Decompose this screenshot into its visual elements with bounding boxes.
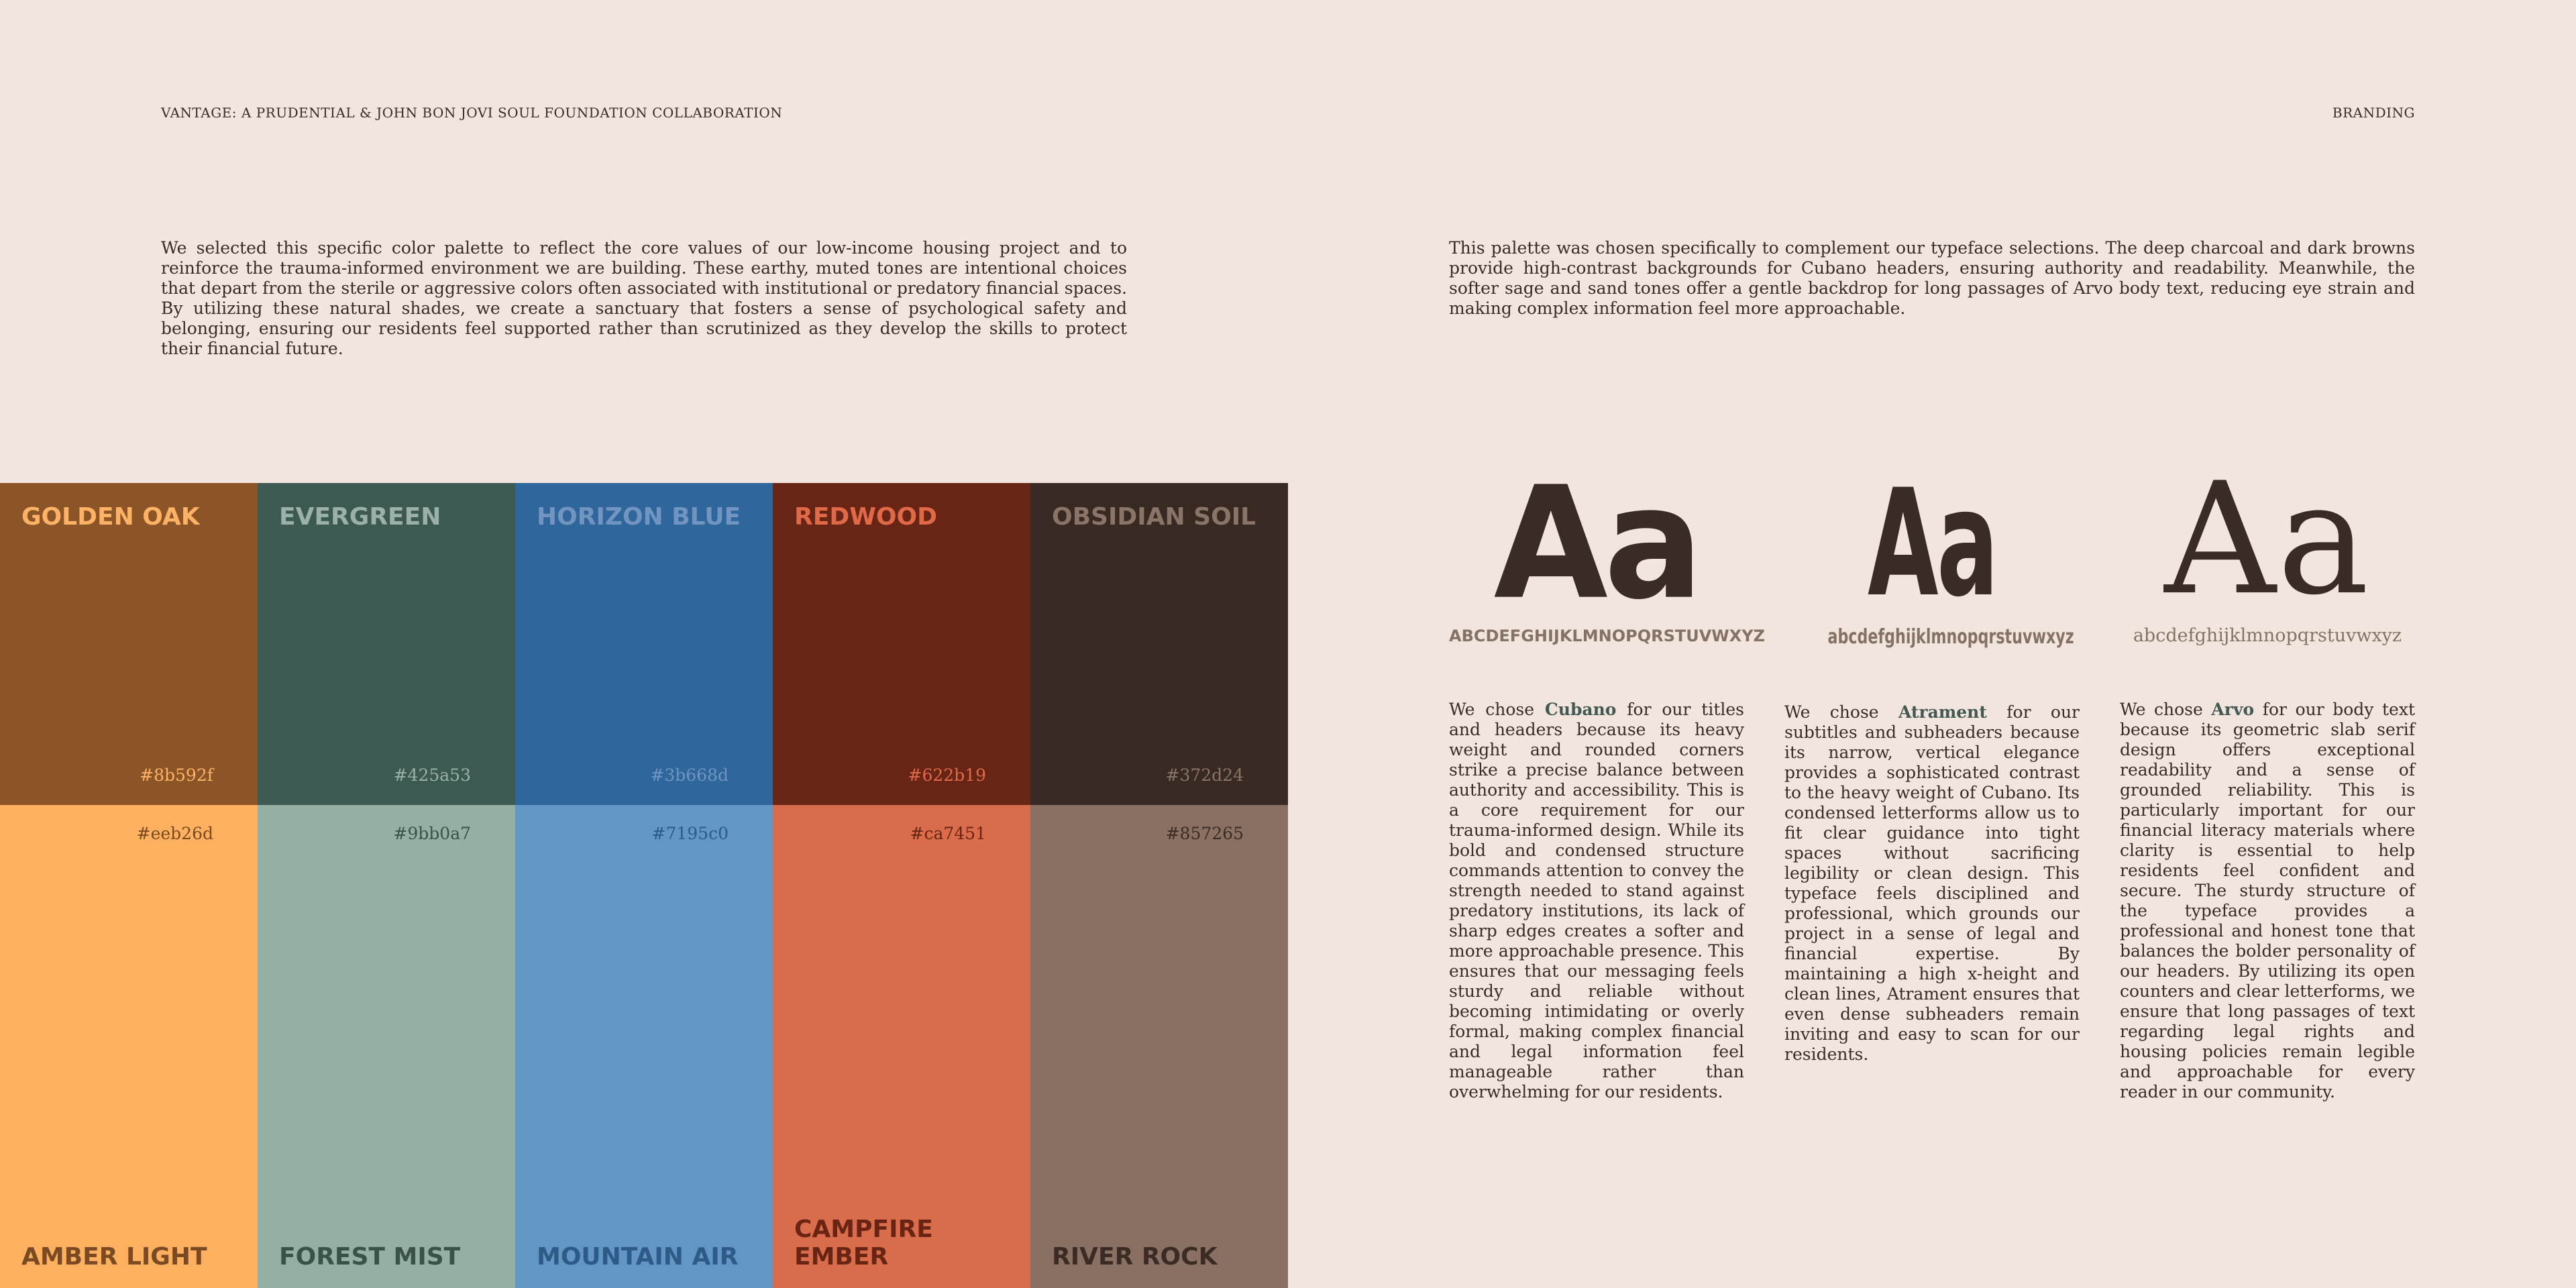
description-body: for our titles and headers because its heavy weight and rounded corners strike a precise balance between authority and accessibility. This is a core requirement for our trauma-informed design. While its bold and condensed structure commands attention to convey the strength needed to stand against predatory institutions, its lack of sharp edges creates a softer and more approachable presence. This ensures that our messaging feels sturdy and reliable without becoming intimidating or overly formal, making complex financial and legal information feel manageable rather than overwhelming for our residents.: [1449, 700, 1744, 1102]
color-name: CAMPFIRE EMBER: [794, 1216, 933, 1271]
color-name: MOUNTAIN AIR: [537, 1243, 739, 1271]
color-palette: [0, 483, 1288, 1288]
typeface-specimen: [2120, 450, 2415, 629]
color-swatch-campfire-ember: [773, 805, 1030, 1288]
typeface-alphabet: [2120, 625, 2415, 646]
color-name: FOREST MIST: [279, 1243, 461, 1271]
typeface-name: Atrament: [1898, 702, 1987, 722]
description-body: for our body text because its geometric slab serif design offers exceptional readability and a sense of grounded reliability. This is particularly important for our financial literacy materials where clarity is essential to help residents feel confident and secure. The sturdy structure of the typeface provides a professional and honest tone that balances the bolder personality of our headers. By utilizing its open counters and clear letterforms, we ensure that long passages of text regarding legal rights and housing policies remain legible and approachable for every reader in our community.: [2120, 700, 2415, 1102]
typeface-alphabet: [1784, 625, 2080, 649]
palette-column: [773, 483, 1030, 1288]
palette-column: [1030, 483, 1288, 1288]
palette-intro-text: We selected this specific color palette to reflect the core values of our low-income housing project and to reinforce the trauma-informed environment we are building. These earthy, muted tones are intentional choices that depart from the sterile or aggressive colors often associated with institutional or predatory financial spaces. By utilizing these natural shades, we create a sanctuary that fosters a sense of psychological safety and belonging, ensuring our residents feel supported rather than scrutinized as they develop the skills to protect their financial future.: [161, 238, 1127, 358]
color-swatch-forest-mist: [258, 805, 515, 1288]
palette-column: [258, 483, 515, 1288]
color-swatch-amber-light: [0, 805, 258, 1288]
color-swatch-obsidian-soil: [1030, 483, 1288, 805]
typeface-description: [2120, 700, 2415, 1102]
alphabet-text: ABCDEFGHIJKLMNOPQRSTUVWXYZ: [1449, 627, 1766, 645]
typeface-name: Arvo: [2211, 700, 2255, 719]
color-swatch-redwood: [773, 483, 1030, 805]
color-hex: #8b592f: [140, 765, 213, 785]
description-lead: We chose: [1784, 702, 1898, 722]
typeface-name: Cubano: [1544, 700, 1617, 719]
color-name: REDWOOD: [794, 503, 937, 531]
color-swatch-river-rock: [1030, 805, 1288, 1288]
typeface-intro-text: This palette was chosen specifically to complement our typeface selections. The deep charcoal and dark browns provide high-contrast backgrounds for Cubano headers, ensuring authority and readability. Meanwhile, the softer sage and sand tones offer a gentle backdrop for long passages of Arvo body text, reducing eye strain and making complex information feel more approachable.: [1449, 238, 2415, 318]
typeface-description: [1784, 702, 2080, 1065]
color-name: EVERGREEN: [279, 503, 441, 531]
specimen-glyphs: Aa: [1493, 453, 1700, 634]
color-hex: #3b668d: [650, 765, 729, 785]
description-lead: We chose: [1449, 700, 1545, 719]
color-swatch-golden-oak: [0, 483, 258, 805]
color-name: OBSIDIAN SOIL: [1052, 503, 1256, 531]
color-hex: #372d24: [1165, 765, 1244, 785]
document-header-title: VANTAGE: A PRUDENTIAL & JOHN BON JOVI SOUL FOUNDATION COLLABORATION: [161, 105, 783, 121]
color-hex: #425a53: [393, 765, 471, 785]
description-lead: We chose: [2120, 700, 2212, 719]
specimen-glyphs: Aa: [2164, 450, 2371, 629]
palette-column: [515, 483, 773, 1288]
color-hex: #7195c0: [651, 824, 729, 843]
document-section-label: BRANDING: [2332, 105, 2415, 121]
color-hex: #ca7451: [910, 824, 986, 843]
palette-column: [0, 483, 258, 1288]
typeface-column-atrament: [1784, 458, 2080, 1065]
description-body: for our subtitles and subheaders because its narrow, vertical elegance provides a sophisticated contrast to the heavy weight of Cubano. Its condensed letterforms allow us to fit clear guidance into tight spaces without sacrificing legibility or clean design. This typeface feels disciplined and professional, which grounds our project in a sense of legal and financial expertise. By maintaining a high x-height and clean lines, Atrament ensures that even dense subheaders remain inviting and easy to scan for our residents.: [1784, 702, 2080, 1064]
alphabet-text: abcdefghijklmnopqrstuvwxyz: [1827, 625, 2074, 649]
color-hex: #857265: [1165, 824, 1244, 843]
color-name: RIVER ROCK: [1052, 1243, 1218, 1271]
color-name: AMBER LIGHT: [21, 1243, 207, 1271]
color-name: GOLDEN OAK: [21, 503, 200, 531]
typeface-description: [1449, 700, 1744, 1102]
color-hex: #9bb0a7: [393, 824, 471, 843]
color-name: HORIZON BLUE: [537, 503, 741, 531]
typeface-specimen: [1449, 453, 1744, 634]
color-hex: #eeb26d: [136, 824, 213, 843]
typeface-specimen: [1784, 458, 2080, 629]
color-swatch-horizon-blue: [515, 483, 773, 805]
alphabet-text: abcdefghijklmnopqrstuvwxyz: [2133, 625, 2402, 646]
typeface-section: [1449, 450, 2415, 1154]
color-hex: #622b19: [908, 765, 986, 785]
specimen-glyphs: Aa: [1867, 458, 1997, 629]
color-swatch-evergreen: [258, 483, 515, 805]
color-swatch-mountain-air: [515, 805, 773, 1288]
typeface-column-cubano: [1449, 453, 1766, 1102]
typeface-column-arvo: [2120, 450, 2415, 1102]
